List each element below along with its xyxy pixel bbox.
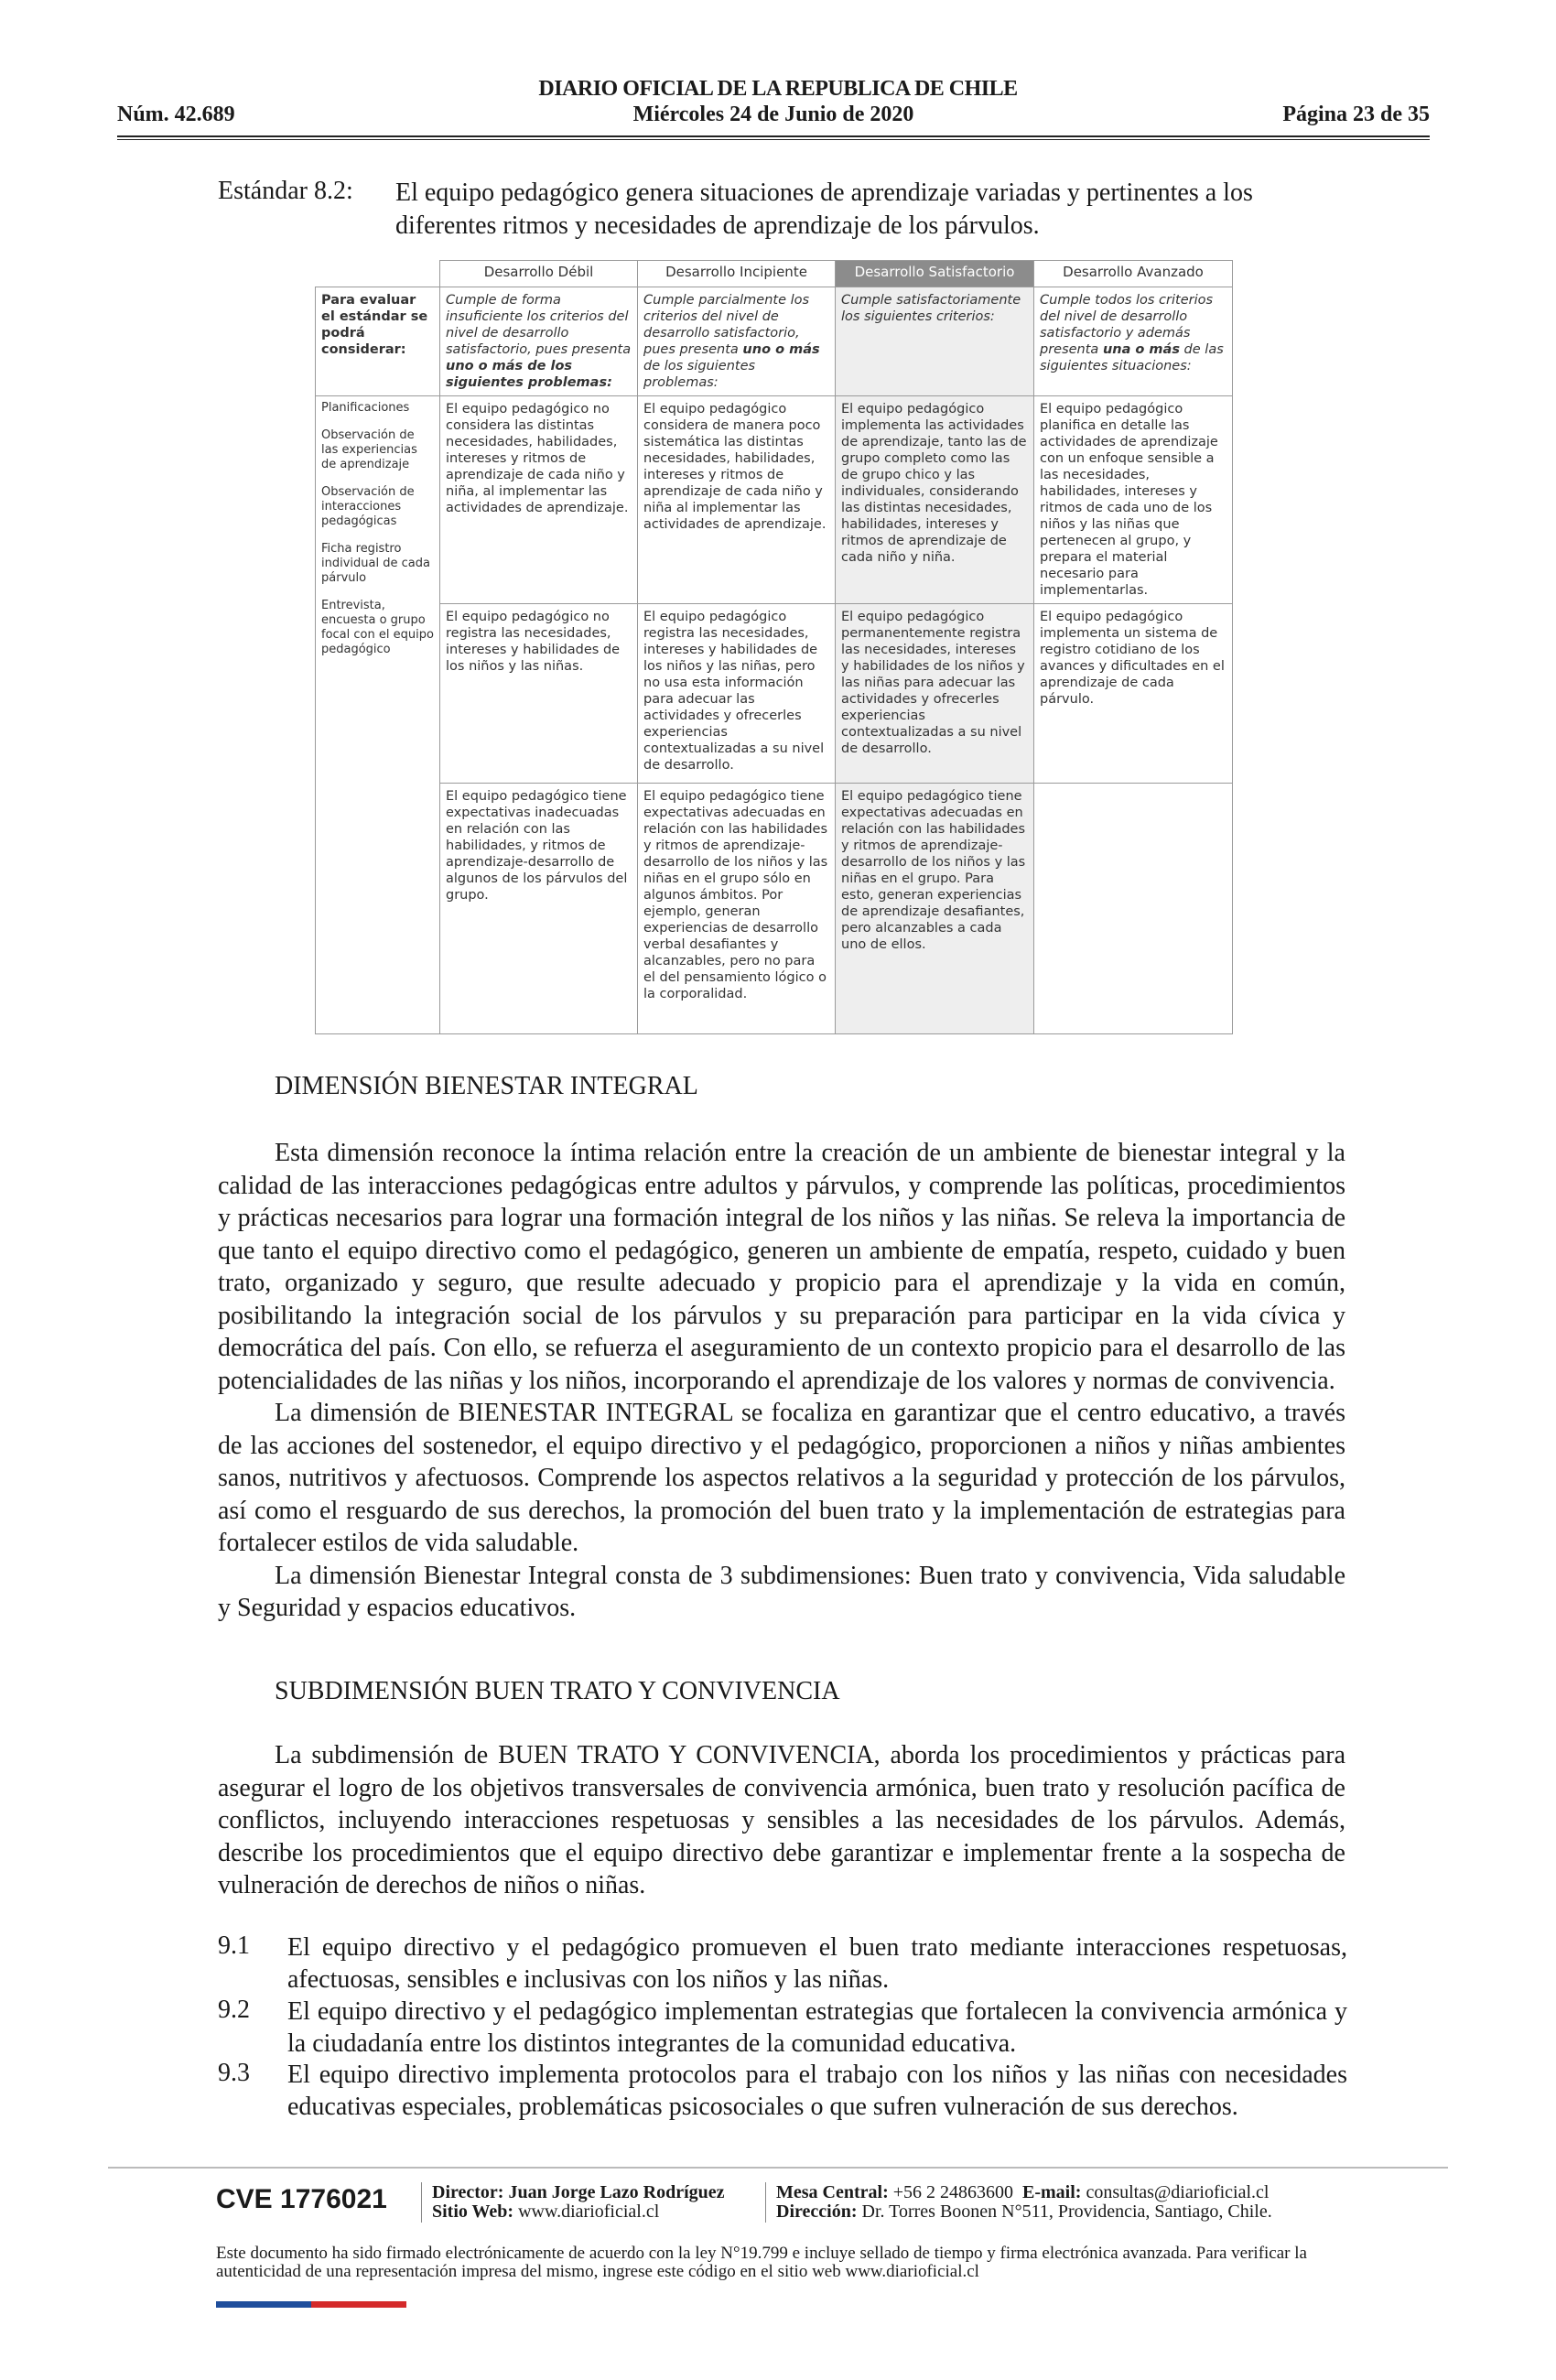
paragraph: Esta dimensión reconoce la íntima relación entre la creación de un ambiente de bienestar integral y la calidad de las interacciones pedagógicas entre adultos y párvulos, y comprende las políticas, procedimientos y prácticas necesarios para lograr una formación integral de los niños y las niñas. Se releva la importancia de que tanto el equipo directivo como el pedagógico, generen un ambiente de empatía, respeto, cuidado y buen trato, organizado y seguro, que resulte adecuado y propicio para el aprendizaje y la vida en común, posibilitando la integración social de los párvulos y su preparación para participar en la vida cívica y democrática del país. Con ello, se refuerza el aseguramiento de un contexto propicio para el desarrollo de las potencialidades de las niñas y los niños, incorporando el aprendizaje de los valores y normas de convivencia. xyxy=(218,1139,1345,1395)
subdimension-body xyxy=(218,1739,1345,1902)
cve-code: CVE 1776021 xyxy=(216,2184,387,2214)
email-label: E-mail: xyxy=(1022,2182,1082,2202)
table-cell: El equipo pedagógico registra las necesidades, intereses y habilidades de los niños y las niñas, pero no usa esta información para adecuar las actividades y ofrecerles experiencias contextualizadas a su nivel de desarrollo. xyxy=(638,604,836,784)
web-label: Sitio Web: xyxy=(432,2202,514,2222)
footer-divider xyxy=(765,2182,766,2223)
address-label: Dirección: xyxy=(776,2202,858,2222)
item-text: El equipo directivo y el pedagógico promueven el buen trato mediante interacciones respetuosas, afectuosas, sensibles e inclusivas con los niños y las niñas. xyxy=(287,1933,1347,1994)
header-rule-thin xyxy=(117,139,1430,140)
footer-divider xyxy=(421,2182,422,2223)
table-cell: El equipo pedagógico no considera las distintas necesidades, habilidades, intereses y ritmos de aprendizaje de cada niño y niña, al implementar las actividades de aprendizaje. xyxy=(440,396,638,604)
flag-bar-red xyxy=(311,2301,406,2308)
issue-date: Miércoles 24 de Junio de 2020 xyxy=(632,103,914,126)
criteria-cell: Cumple de forma insuficiente los criterios del nivel de desarrollo satisfactorio, pues presenta uno o más de los siguientes problemas: xyxy=(440,287,638,396)
email-link[interactable]: consultas@diarioficial.cl xyxy=(1086,2182,1270,2202)
table-cell: El equipo pedagógico planifica en detalle las actividades de aprendizaje con un enfoque sensible a las necesidades, habilidades, intereses y ritmos de cada uno de los niños y las niñas que pertenecen al grupo, y prepara el material necesario para implementarlas. xyxy=(1034,396,1233,604)
footer-director xyxy=(432,2183,725,2222)
paragraph: La dimensión Bienestar Integral consta de 3 subdimensiones: Buen trato y convivencia, Vida saludable y Seguridad y espacios educativos. xyxy=(218,1561,1345,1622)
paragraph: La dimensión de BIENESTAR INTEGRAL se focaliza en garantizar que el centro educativo, a través de las acciones del sostenedor, el equipo directivo y el pedagógico, proporcionen a niños y niñas ambientes sanos, nutritivos y afectuosos. Comprende los aspectos relativos a la seguridad y protección de los párvulos, así como el resguardo de sus derechos, la promoción del buen trato y la implementación de estrategias para fortalecer estilos de vida saludable. xyxy=(218,1399,1345,1557)
evidence-item: Planificaciones xyxy=(321,401,410,415)
evidence-list xyxy=(316,396,440,1034)
col-header-avanzado: Desarrollo Avanzado xyxy=(1034,261,1233,287)
col-header-satisfactorio: Desarrollo Satisfactorio xyxy=(836,261,1034,287)
paragraph: La subdimensión de BUEN TRATO Y CONVIVENCIA, aborda los procedimientos y prácticas para asegurar el logro de los objetivos transversales de convivencia armónica, buen trato y resolución pacífica de conflictos, incluyendo interacciones respetuosas y sensibles a las necesidades de los párvulos. Además, describe los procedimientos que el equipo directivo debe garantizar e implementar frente a la sospecha de vulneración de derechos de niños o niñas. xyxy=(218,1741,1345,1899)
mesa-phone: +56 2 24863600 xyxy=(892,2182,1014,2202)
web-link[interactable]: www.diarioficial.cl xyxy=(518,2202,660,2222)
item-text: El equipo directivo y el pedagógico implementan estrategias que fortalecen la convivencia armónica y la ciudadanía entre los distintos integrantes de la comunidad educativa. xyxy=(287,1997,1347,2058)
item-number: 9.1 xyxy=(218,1931,250,1960)
evidence-item: Observación de las experiencias de aprendizaje xyxy=(321,428,417,471)
col-header-incipiente: Desarrollo Incipiente xyxy=(638,261,836,287)
flag-bar-blue xyxy=(216,2301,311,2308)
subdimension-heading: SUBDIMENSIÓN BUEN TRATO Y CONVIVENCIA xyxy=(275,1677,840,1705)
address-value: Dr. Torres Boonen N°511, Providencia, Santiago, Chile. xyxy=(861,2202,1272,2222)
criteria-cell: Cumple parcialmente los criterios del nivel de desarrollo satisfactorio, pues presenta uno o más de los siguientes problemas: xyxy=(638,287,836,396)
footer-disclaimer: Este documento ha sido firmado electrónicamente de acuerdo con la ley N°19.799 e incluye sellado de tiempo y firma electrónica avanzada. Para verificar la autenticidad de una representación impresa del mismo, ingrese este código en el sitio web www.diarioficial.cl xyxy=(216,2244,1307,2281)
item-text: El equipo directivo implementa protocolos para el trabajo con los niños y las niñas con necesidades educativas especiales, problemáticas psicosociales o que sufren vulneración de sus derechos. xyxy=(287,2061,1347,2121)
table-cell: El equipo pedagógico no registra las necesidades, intereses y habilidades de los niños y las niñas. xyxy=(440,604,638,784)
criteria-cell: Cumple satisfactoriamente los siguientes criterios: xyxy=(836,287,1034,396)
standard-text: El equipo pedagógico genera situaciones de aprendizaje variadas y pertinentes a los diferentes ritmos y necesidades de aprendizaje de los párvulos. xyxy=(395,178,1253,240)
table-cell: El equipo pedagógico implementa las actividades de aprendizaje, tanto las de grupo completo como las de grupo chico y las individuales, considerando las distintas necesidades, habilidades, intereses y ritmos de aprendizaje de cada niño y niña. xyxy=(836,396,1034,604)
col-header-debil: Desarrollo Débil xyxy=(440,261,638,287)
dimension-heading: DIMENSIÓN BIENESTAR INTEGRAL xyxy=(275,1072,698,1100)
dimension-body xyxy=(218,1137,1345,1625)
header-rule xyxy=(117,135,1430,137)
evidence-item: Entrevista, encuesta o grupo focal con el equipo pedagógico xyxy=(321,599,434,656)
criteria-cell: Cumple todos los criterios del nivel de desarrollo satisfactorio y además presenta una o más de las siguientes situaciones: xyxy=(1034,287,1233,396)
item-number: 9.3 xyxy=(218,2059,250,2087)
footer-rule xyxy=(108,2167,1448,2169)
table-cell: El equipo pedagógico tiene expectativas adecuadas en relación con las habilidades y ritmos de aprendizaje-desarrollo de los niños y las niñas en el grupo sólo en algunos ámbitos. Por ejemplo, generan experiencias de desarrollo verbal desafiantes y alcanzables, pero no para el del pensamiento lógico o la corporalidad. xyxy=(638,784,836,1034)
evidence-item: Observación de interacciones pedagógicas xyxy=(321,485,415,528)
table-cell: El equipo pedagógico tiene expectativas inadecuadas en relación con las habilidades, y ritmos de aprendizaje-desarrollo de algunos de los párvulos del grupo. xyxy=(440,784,638,1034)
issue-number: Núm. 42.689 xyxy=(117,103,235,126)
table-cell xyxy=(1034,784,1233,1034)
table-cell: El equipo pedagógico tiene expectativas adecuadas en relación con las habilidades y ritmos de aprendizaje-desarrollo de los niños y las niñas en el grupo. Para esto, generan experiencias de aprendizaje desafiantes, pero alcanzables a cada uno de ellos. xyxy=(836,784,1034,1034)
newspaper-title: DIARIO OFICIAL DE LA REPUBLICA DE CHILE xyxy=(538,77,1018,101)
consider-label: Para evaluar el estándar se podrá considerar: xyxy=(316,287,440,396)
page-number: Página 23 de 35 xyxy=(1282,103,1430,126)
standard-label: Estándar 8.2: xyxy=(218,177,353,205)
table-cell: El equipo pedagógico permanentemente registra las necesidades, intereses y habilidades de los niños y las niñas para adecuar las actividades y ofrecerles experiencias contextualizadas a su nivel de desarrollo. xyxy=(836,604,1034,784)
item-number: 9.2 xyxy=(218,1996,250,2024)
director-label: Director: Juan Jorge Lazo Rodríguez xyxy=(432,2182,725,2202)
footer-contact xyxy=(776,2183,1272,2222)
evidence-item: Ficha registro individual de cada párvulo xyxy=(321,542,430,585)
rubric-table xyxy=(315,260,1232,1034)
table-cell: El equipo pedagógico considera de manera poco sistemática las distintas necesidades, habilidades, intereses y ritmos de aprendizaje de cada niño y niña al implementar las actividades de aprendizaje. xyxy=(638,396,836,604)
mesa-label: Mesa Central: xyxy=(776,2182,889,2202)
table-cell: El equipo pedagógico implementa un sistema de registro cotidiano de los avances y dificultades en el aprendizaje de cada párvulo. xyxy=(1034,604,1233,784)
